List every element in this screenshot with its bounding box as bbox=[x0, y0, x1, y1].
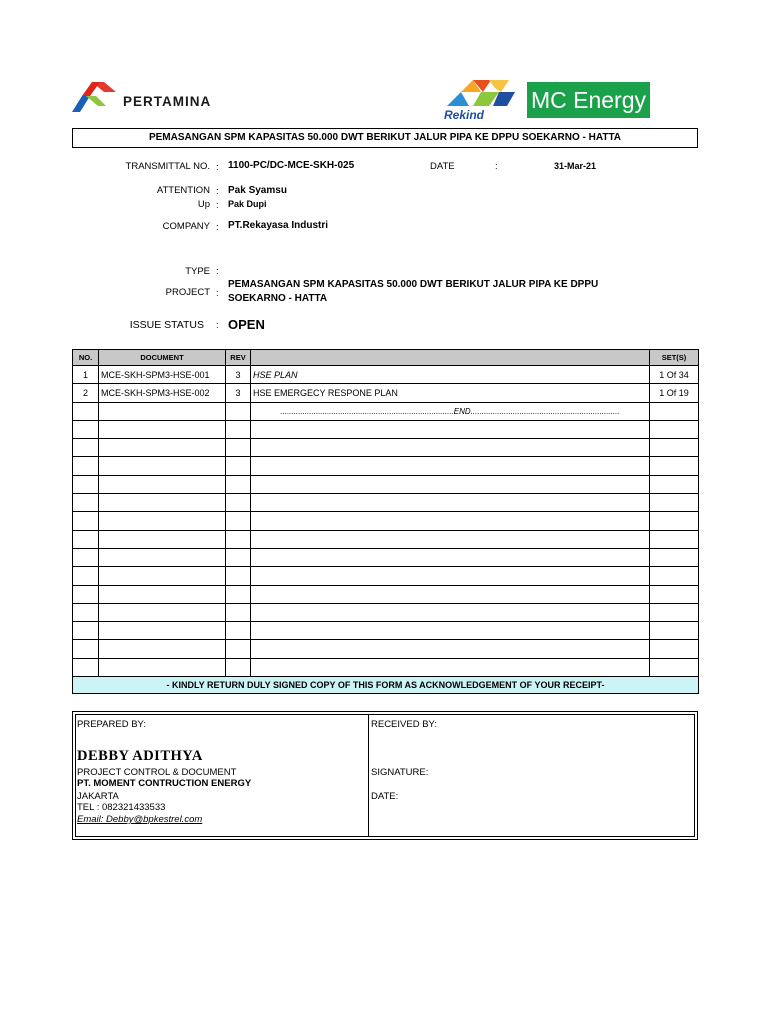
pertamina-emblem-icon bbox=[68, 82, 120, 118]
attention-value: Pak Syamsu bbox=[228, 185, 287, 196]
table-row bbox=[73, 366, 699, 384]
document-table bbox=[72, 349, 699, 694]
project-value-line1: PEMASANGAN SPM KAPASITAS 50.000 DWT BERIKUT JALUR PIPA KE DPPU bbox=[228, 279, 599, 290]
empty-row bbox=[73, 475, 699, 493]
empty-row bbox=[73, 585, 699, 603]
up-label: Up bbox=[197, 199, 210, 210]
row-no: 2 bbox=[73, 384, 99, 402]
col-header-description bbox=[251, 350, 650, 366]
receipt-date-label: DATE: bbox=[371, 791, 399, 802]
up-value: Pak Dupi bbox=[228, 199, 267, 209]
preparer-city: JAKARTA bbox=[77, 791, 119, 802]
preparer-company: PT. MOMENT CONTRUCTION ENERGY bbox=[77, 778, 252, 789]
col-header-rev: REV bbox=[226, 350, 251, 366]
transmittal-colon: : bbox=[216, 162, 219, 173]
attention-label: ATTENTION bbox=[156, 185, 210, 196]
row-document: MCE-SKH-SPM3-HSE-001 bbox=[99, 366, 226, 384]
empty-row bbox=[73, 439, 699, 457]
company-value: PT.Rekayasa Industri bbox=[228, 220, 329, 231]
signature-inner-frame bbox=[75, 714, 695, 837]
empty-row bbox=[73, 658, 699, 676]
prepared-by-label: PREPARED BY: bbox=[77, 719, 146, 730]
table-header-row bbox=[73, 350, 699, 366]
signature-label: SIGNATURE: bbox=[371, 767, 429, 778]
row-description: HSE PLAN bbox=[251, 366, 650, 384]
document-title: PEMASANGAN SPM KAPASITAS 50.000 DWT BERIKUT JALUR PIPA KE DPPU SOEKARNO - HATTA bbox=[72, 128, 698, 148]
attention-colon: : bbox=[216, 186, 219, 197]
end-marker: ..............................................................................END................................................................... bbox=[251, 402, 650, 420]
empty-row bbox=[73, 548, 699, 566]
row-sets: 1 Of 34 bbox=[650, 366, 699, 384]
transmittal-label: TRANSMITTAL NO. bbox=[125, 161, 210, 172]
date-value: 31-Mar-21 bbox=[554, 161, 597, 171]
rekind-emblem-icon bbox=[443, 80, 518, 110]
preparer-name: DEBBY ADITHYA bbox=[77, 748, 203, 764]
signature-divider bbox=[368, 715, 369, 836]
col-header-sets: SET(S) bbox=[650, 350, 699, 366]
issue-status-colon: : bbox=[216, 320, 219, 331]
signature-block bbox=[72, 711, 698, 840]
table-row bbox=[73, 384, 699, 402]
date-label: DATE bbox=[430, 161, 455, 172]
empty-row bbox=[73, 512, 699, 530]
mc-energy-logo: MC Energy bbox=[527, 82, 650, 118]
preparer-role: PROJECT CONTROL & DOCUMENT bbox=[77, 767, 237, 778]
table-row-end bbox=[73, 402, 699, 420]
type-label: TYPE bbox=[185, 266, 210, 277]
empty-row bbox=[73, 530, 699, 548]
row-rev: 3 bbox=[226, 384, 251, 402]
empty-row bbox=[73, 567, 699, 585]
type-colon: : bbox=[216, 266, 219, 277]
up-colon: : bbox=[216, 200, 219, 211]
pertamina-wordmark: PERTAMINA bbox=[123, 94, 212, 109]
issue-status-label: ISSUE STATUS bbox=[129, 319, 204, 331]
preparer-tel: TEL : 082321433533 bbox=[77, 802, 166, 813]
project-value-line2: SOEKARNO - HATTA bbox=[228, 293, 328, 304]
received-by-label: RECEIVED BY: bbox=[371, 719, 437, 730]
rekind-wordmark: Rekind bbox=[444, 108, 485, 122]
company-colon: : bbox=[216, 222, 219, 233]
empty-row bbox=[73, 640, 699, 658]
row-document: MCE-SKH-SPM3-HSE-002 bbox=[99, 384, 226, 402]
preparer-email-link[interactable]: Email: Debby@bpkestrel.com bbox=[77, 814, 203, 825]
col-header-document: DOCUMENT bbox=[99, 350, 226, 366]
empty-row bbox=[73, 420, 699, 438]
company-label: COMPANY bbox=[162, 221, 210, 232]
col-header-no: NO. bbox=[73, 350, 99, 366]
pertamina-logo bbox=[68, 82, 228, 118]
transmittal-value: 1100-PC/DC-MCE-SKH-025 bbox=[228, 160, 355, 171]
acknowledgement-notice: - KINDLY RETURN DULY SIGNED COPY OF THIS FORM AS ACKNOWLEDGEMENT OF YOUR RECEIPT- bbox=[73, 677, 699, 694]
empty-row bbox=[73, 494, 699, 512]
issue-status-value: OPEN bbox=[228, 317, 265, 332]
empty-row bbox=[73, 622, 699, 640]
row-description: HSE EMERGECY RESPONE PLAN bbox=[251, 384, 650, 402]
project-label: PROJECT bbox=[165, 287, 210, 298]
row-rev: 3 bbox=[226, 366, 251, 384]
rekind-logo bbox=[443, 80, 518, 122]
project-colon: : bbox=[216, 288, 219, 299]
empty-row bbox=[73, 603, 699, 621]
empty-row bbox=[73, 457, 699, 475]
row-sets: 1 Of 19 bbox=[650, 384, 699, 402]
notice-row bbox=[73, 677, 699, 694]
date-colon: : bbox=[495, 161, 498, 172]
row-no: 1 bbox=[73, 366, 99, 384]
